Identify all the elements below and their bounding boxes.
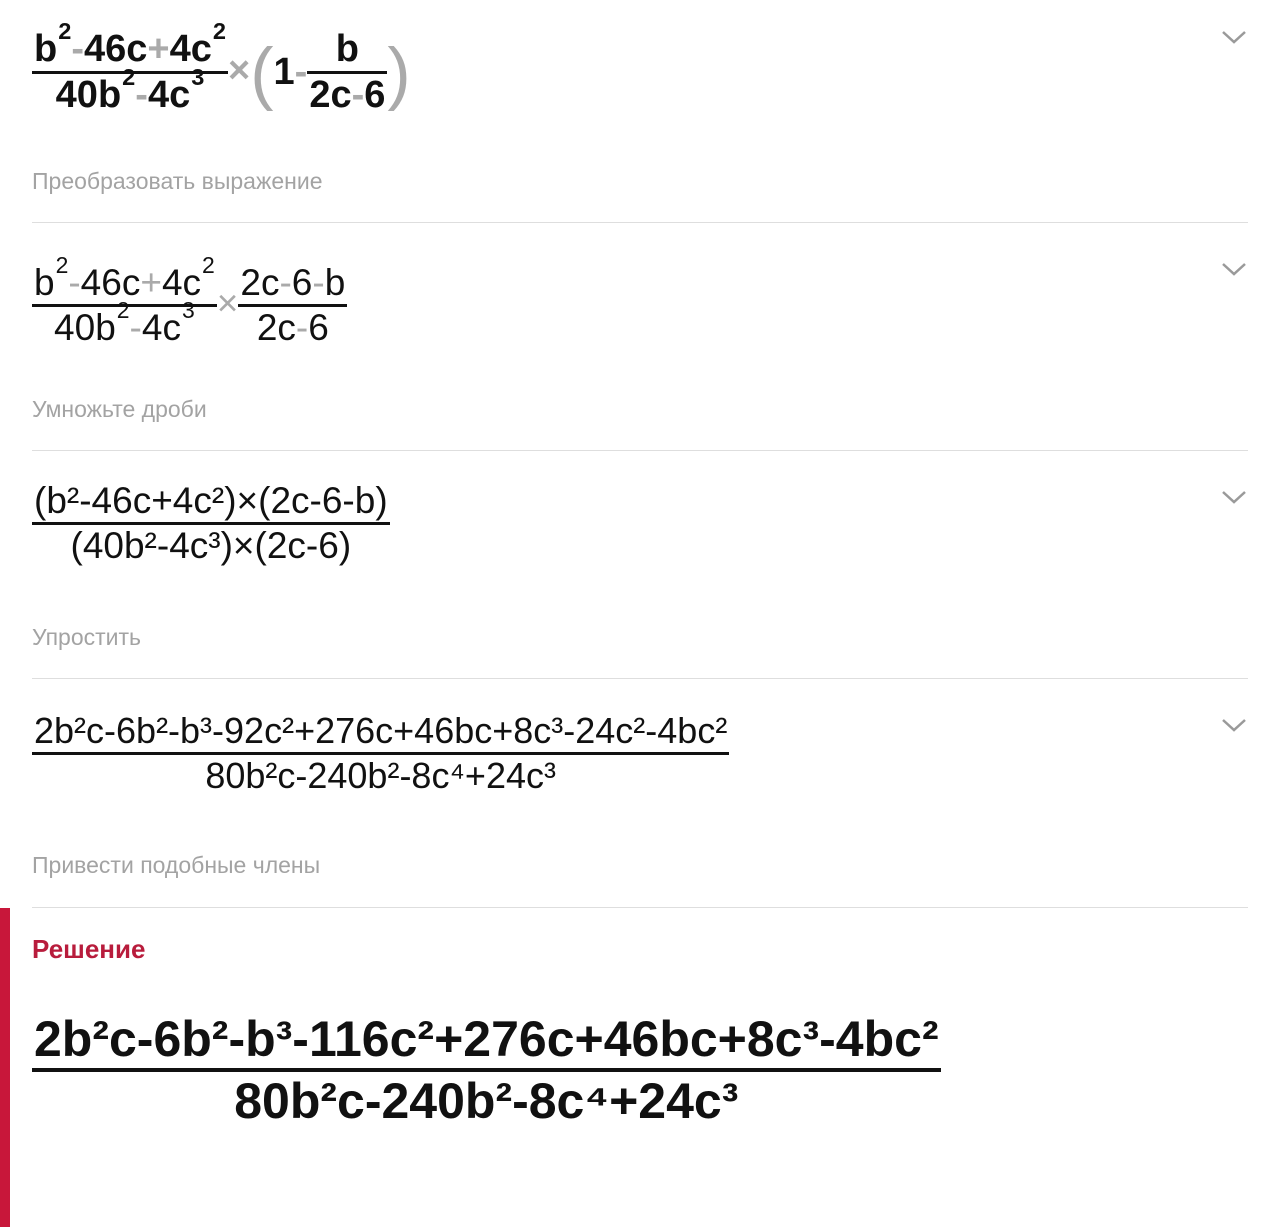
step-2-fraction-1-numerator: $b^2-46c+4c^2$ xyxy=(34,252,215,303)
divider xyxy=(32,907,1248,908)
solution-fraction xyxy=(32,1010,941,1130)
step-3-denominator: (40b²-4c³)×(2c-6) xyxy=(70,525,352,566)
times-sign: × xyxy=(216,282,239,324)
step-1-fraction-2 xyxy=(307,28,387,117)
step-2-fraction-1-denominator: $40b^2-4c^3$ xyxy=(54,297,195,348)
open-paren: ( xyxy=(250,33,274,112)
step-1-fraction-1-numerator: $b^2-46c+4c^2$ xyxy=(34,17,226,70)
close-paren: ) xyxy=(387,33,411,112)
step-4-fraction xyxy=(32,710,729,797)
solution-denominator: 80b²c-240b²-8c⁴+24c³ xyxy=(234,1073,739,1129)
step-2-fraction-2-denominator: 2c-6 xyxy=(256,307,329,348)
solution-numerator: 2b²c-6b²-b³-116c²+276c+46bc+8c³-4bc² xyxy=(34,1011,939,1067)
chevron-down-icon[interactable] xyxy=(1220,716,1248,734)
step-4-expression xyxy=(32,710,729,797)
step-caption: Умножьте дроби xyxy=(32,396,207,422)
step-3-fraction xyxy=(32,480,390,567)
step-1-fraction-2-denominator: 2c-6 xyxy=(309,74,386,116)
chevron-down-icon[interactable] xyxy=(1220,260,1248,278)
times-sign: × xyxy=(228,49,251,92)
step-4-numerator: 2b²c-6b²-b³-92c²+276c+46bc+8c³-24c²-4bc² xyxy=(34,710,728,751)
divider xyxy=(32,222,1248,223)
step-1-fraction-2-numerator: b xyxy=(335,28,359,70)
step-caption: Привести подобные члены xyxy=(32,852,321,878)
chevron-down-icon[interactable] xyxy=(1220,488,1248,506)
step-2-fraction-2 xyxy=(238,262,347,349)
chevron-down-icon[interactable] xyxy=(1220,28,1248,46)
step-3-numerator: (b²-46c+4c²)×(2c-6-b) xyxy=(34,480,388,521)
minus-sign: - xyxy=(294,51,308,93)
step-2-fraction-1 xyxy=(32,252,217,349)
step-1-expression xyxy=(32,17,411,117)
one: 1 xyxy=(273,51,295,93)
step-1-fraction-1-denominator: $40b^2-4c^3$ xyxy=(55,63,205,116)
step-caption: Упростить xyxy=(32,624,142,650)
divider xyxy=(32,450,1248,451)
step-3-expression xyxy=(32,480,390,567)
step-2-fraction-2-numerator: 2c-6-b xyxy=(240,262,346,303)
solution-title: Решение xyxy=(32,934,146,964)
step-caption: Преобразовать выражение xyxy=(32,168,323,194)
step-4-denominator: 80b²c-240b²-8c⁴+24c³ xyxy=(205,755,556,796)
solution-expression xyxy=(32,1010,941,1130)
solution-accent-bar xyxy=(0,908,10,1227)
divider xyxy=(32,678,1248,679)
step-1-fraction-1 xyxy=(32,17,228,117)
step-2-expression xyxy=(32,252,347,349)
